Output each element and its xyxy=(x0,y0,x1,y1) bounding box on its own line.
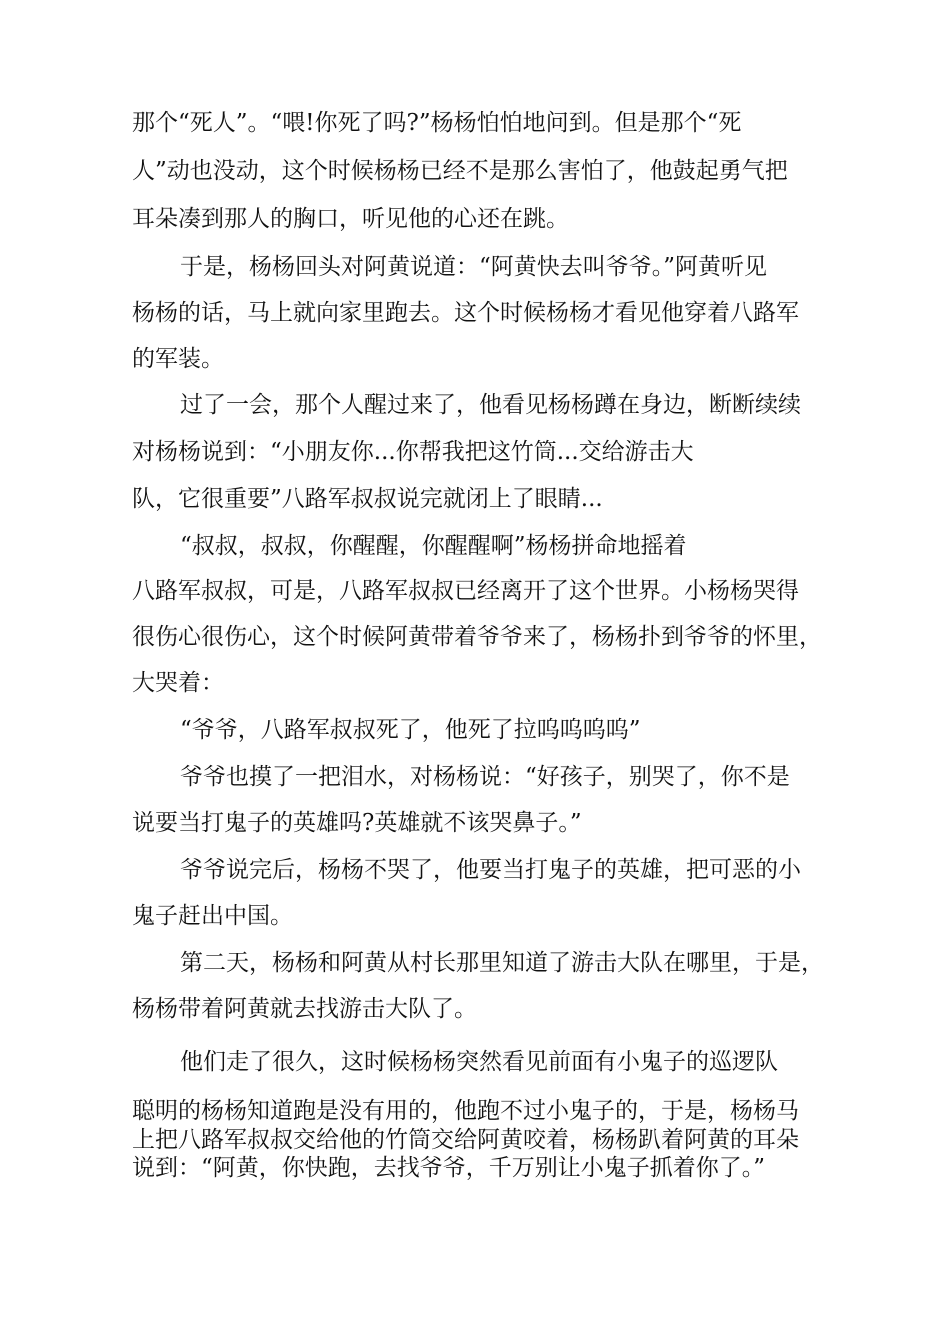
text-line: 队，它很重要”八路军叔叔说完就闭上了眼睛... xyxy=(132,486,603,512)
text-line: “爷爷，八路军叔叔死了，他死了拉呜呜呜呜” xyxy=(180,717,641,743)
text-line: 杨杨带着阿黄就去找游击大队了。 xyxy=(132,996,477,1022)
text-line: 说到：“阿黄，你快跑，去找爷爷，千万别让小鬼子抓着你了。” xyxy=(132,1155,766,1181)
text-line: 八路军叔叔，可是，八路军叔叔已经离开了这个世界。小杨杨哭得 xyxy=(132,578,799,604)
text-line: 耳朵凑到那人的胸口，听见他的心还在跳。 xyxy=(132,206,569,232)
text-line: 他们走了很久，这时候杨杨突然看见前面有小鬼子的巡逻队 xyxy=(180,1049,778,1075)
text-line: 对杨杨说到：“小朋友你...你帮我把这竹筒...交给游击大 xyxy=(132,439,694,465)
text-line: 于是，杨杨回头对阿黄说道：“阿黄快去叫爷爷。”阿黄听见 xyxy=(180,254,768,280)
text-line: 鬼子赶出中国。 xyxy=(132,903,293,929)
text-line: 上把八路军叔叔交给他的竹筒交给阿黄咬着，杨杨趴着阿黄的耳朵 xyxy=(132,1127,799,1153)
text-line: 很伤心很伤心，这个时候阿黄带着爷爷来了，杨杨扑到爷爷的怀里， xyxy=(132,624,822,650)
text-line: 爷爷也摸了一把泪水，对杨杨说：“好孩子，别哭了，你不是 xyxy=(180,764,790,790)
text-line: 过了一会，那个人醒过来了，他看见杨杨蹲在身边，断断续续 xyxy=(180,392,801,418)
text-line: 人”动也没动，这个时候杨杨已经不是那么害怕了，他鼓起勇气把 xyxy=(132,158,788,184)
text-line: “叔叔，叔叔，你醒醒，你醒醒啊”杨杨拼命地摇着 xyxy=(180,533,687,559)
text-line: 大哭着： xyxy=(132,670,224,696)
text-line: 聪明的杨杨知道跑是没有用的，他跑不过小鬼子的，于是，杨杨马 xyxy=(132,1098,799,1124)
text-line: 说要当打鬼子的英雄吗?英雄就不该哭鼻子。” xyxy=(132,810,582,836)
text-line: 杨杨的话，马上就向家里跑去。这个时候杨杨才看见他穿着八路军 xyxy=(132,300,799,326)
text-line: 那个“死人”。“喂!你死了吗?”杨杨怕怕地问到。但是那个“死 xyxy=(132,110,742,136)
text-line: 第二天，杨杨和阿黄从村长那里知道了游击大队在哪里，于是， xyxy=(180,950,824,976)
text-line: 爷爷说完后，杨杨不哭了，他要当打鬼子的英雄，把可恶的小 xyxy=(180,857,801,883)
text-line: 的军装。 xyxy=(132,346,224,372)
